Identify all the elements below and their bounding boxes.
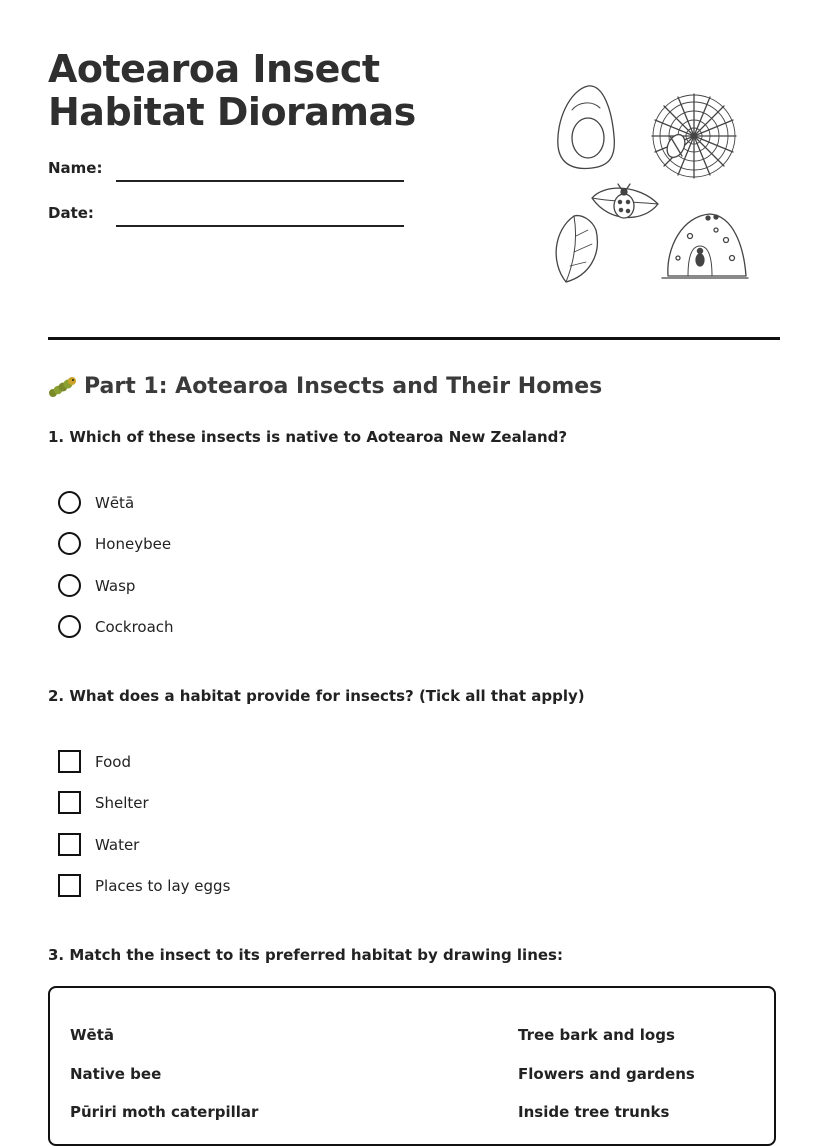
- match-insect[interactable]: Pūriri moth caterpillar: [70, 1103, 259, 1121]
- match-habitat[interactable]: Flowers and gardens: [518, 1065, 695, 1083]
- worksheet-title: Aotearoa Insect Habitat Dioramas: [48, 47, 416, 134]
- name-label: Name:: [48, 159, 103, 177]
- date-label: Date:: [48, 204, 94, 222]
- q1-option-label: Honeybee: [95, 534, 172, 553]
- part1-heading-text: Part 1: Aotearoa Insects and Their Homes: [84, 374, 603, 399]
- q2-option-label: Places to lay eggs: [95, 876, 231, 895]
- ant-hill-icon: [662, 214, 748, 278]
- q1-option-label: Wētā: [95, 493, 135, 512]
- radio-button[interactable]: [58, 491, 81, 514]
- q1-option-label: Cockroach: [95, 617, 174, 636]
- question-2: 2. What does a habitat provide for insects? (Tick all that apply): [48, 687, 585, 705]
- match-insect[interactable]: Wētā: [70, 1026, 115, 1044]
- q1-option[interactable]: [58, 615, 174, 638]
- q2-option[interactable]: [58, 833, 139, 856]
- checkbox[interactable]: [58, 750, 81, 773]
- match-habitat[interactable]: Tree bark and logs: [518, 1026, 675, 1044]
- ladybug-on-leaf-icon: [592, 184, 658, 218]
- q1-option[interactable]: [58, 532, 171, 555]
- date-line[interactable]: [116, 225, 404, 227]
- cocoon-icon: [558, 86, 615, 169]
- checkbox[interactable]: [58, 833, 81, 856]
- header-divider: [48, 337, 780, 340]
- q2-option-label: Shelter: [95, 793, 149, 812]
- checkbox[interactable]: [58, 791, 81, 814]
- q1-option[interactable]: [58, 491, 134, 514]
- radio-button[interactable]: [58, 615, 81, 638]
- question-3: 3. Match the insect to its preferred habitat by drawing lines:: [48, 946, 563, 964]
- question-1: 1. Which of these insects is native to Aotearoa New Zealand?: [48, 428, 568, 446]
- name-line[interactable]: [116, 180, 404, 182]
- part1-heading: [48, 374, 602, 399]
- match-habitat[interactable]: Inside tree trunks: [518, 1103, 670, 1121]
- spider-web-icon: [652, 94, 736, 178]
- q2-option[interactable]: [58, 874, 230, 897]
- q2-option-label: Food: [95, 752, 131, 771]
- q1-option-label: Wasp: [95, 576, 136, 595]
- match-insect[interactable]: Native bee: [70, 1065, 162, 1083]
- radio-button[interactable]: [58, 532, 81, 555]
- q2-option[interactable]: [58, 791, 149, 814]
- radio-button[interactable]: [58, 574, 81, 597]
- matching-box: [48, 986, 776, 1146]
- habitat-illustration: [548, 80, 752, 290]
- checkbox[interactable]: [58, 874, 81, 897]
- leaf-icon: [556, 216, 597, 282]
- caterpillar-icon: [48, 375, 76, 399]
- q1-option[interactable]: [58, 574, 135, 597]
- q2-option[interactable]: [58, 750, 131, 773]
- q2-option-label: Water: [95, 835, 140, 854]
